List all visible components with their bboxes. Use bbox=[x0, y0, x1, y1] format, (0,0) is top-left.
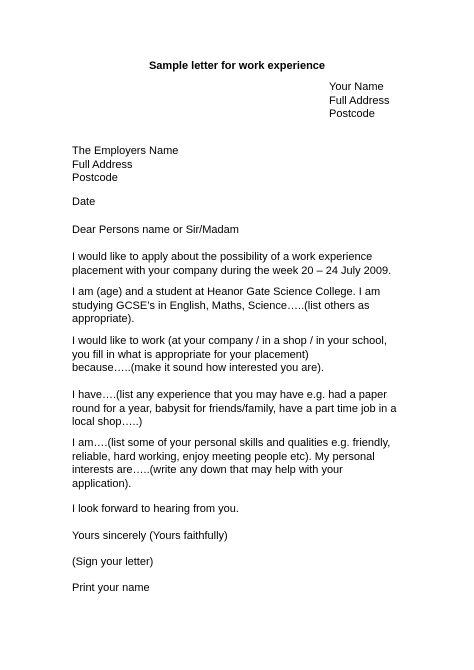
paragraph-placement: I would like to work (at your company / in a shop / in your school, you fill in what is appropriate for your placement) because…..(make it sound how interested you are). bbox=[72, 335, 387, 374]
sender-address: Full Address bbox=[329, 94, 390, 107]
paragraph-about-me: I am (age) and a student at Heanor Gate Science College. I am studying GCSE’s in English, Maths, Science…..(list others as appropriate). bbox=[72, 286, 381, 325]
paragraph-skills: I am….(list some of your personal skills and qualities e.g. friendly, reliable, hard working, enjoy meeting people etc). My personal interests are…..(write any down that may help with your application). bbox=[72, 437, 391, 490]
sender-address-block bbox=[329, 81, 390, 122]
signature-instruction: (Sign your letter) bbox=[72, 556, 154, 568]
letter-date: Date bbox=[72, 196, 96, 208]
recipient-postcode: Postcode bbox=[72, 172, 118, 184]
recipient-address: Full Address bbox=[72, 158, 133, 171]
print-name: Print your name bbox=[72, 582, 150, 594]
recipient-name: The Employers Name bbox=[72, 145, 179, 157]
sender-name: Your Name bbox=[329, 81, 384, 93]
salutation: Dear Persons name or Sir/Madam bbox=[72, 224, 239, 236]
sender-postcode: Postcode bbox=[329, 108, 375, 120]
recipient-address-block bbox=[72, 145, 412, 186]
page-title: Sample letter for work experience bbox=[148, 60, 326, 72]
closing-line: I look forward to hearing from you. bbox=[72, 503, 239, 515]
paragraph-experience: I have….(list any experience that you may have e.g. had a paper round for a year, babysit for friends/family, have a part time job in a local shop…..) bbox=[72, 389, 397, 428]
sign-off: Yours sincerely (Yours faithfully) bbox=[72, 530, 228, 542]
paragraph-application: I would like to apply about the possibility of a work experience placement with your company during the week 20 – 24 July 2009. bbox=[72, 251, 392, 277]
